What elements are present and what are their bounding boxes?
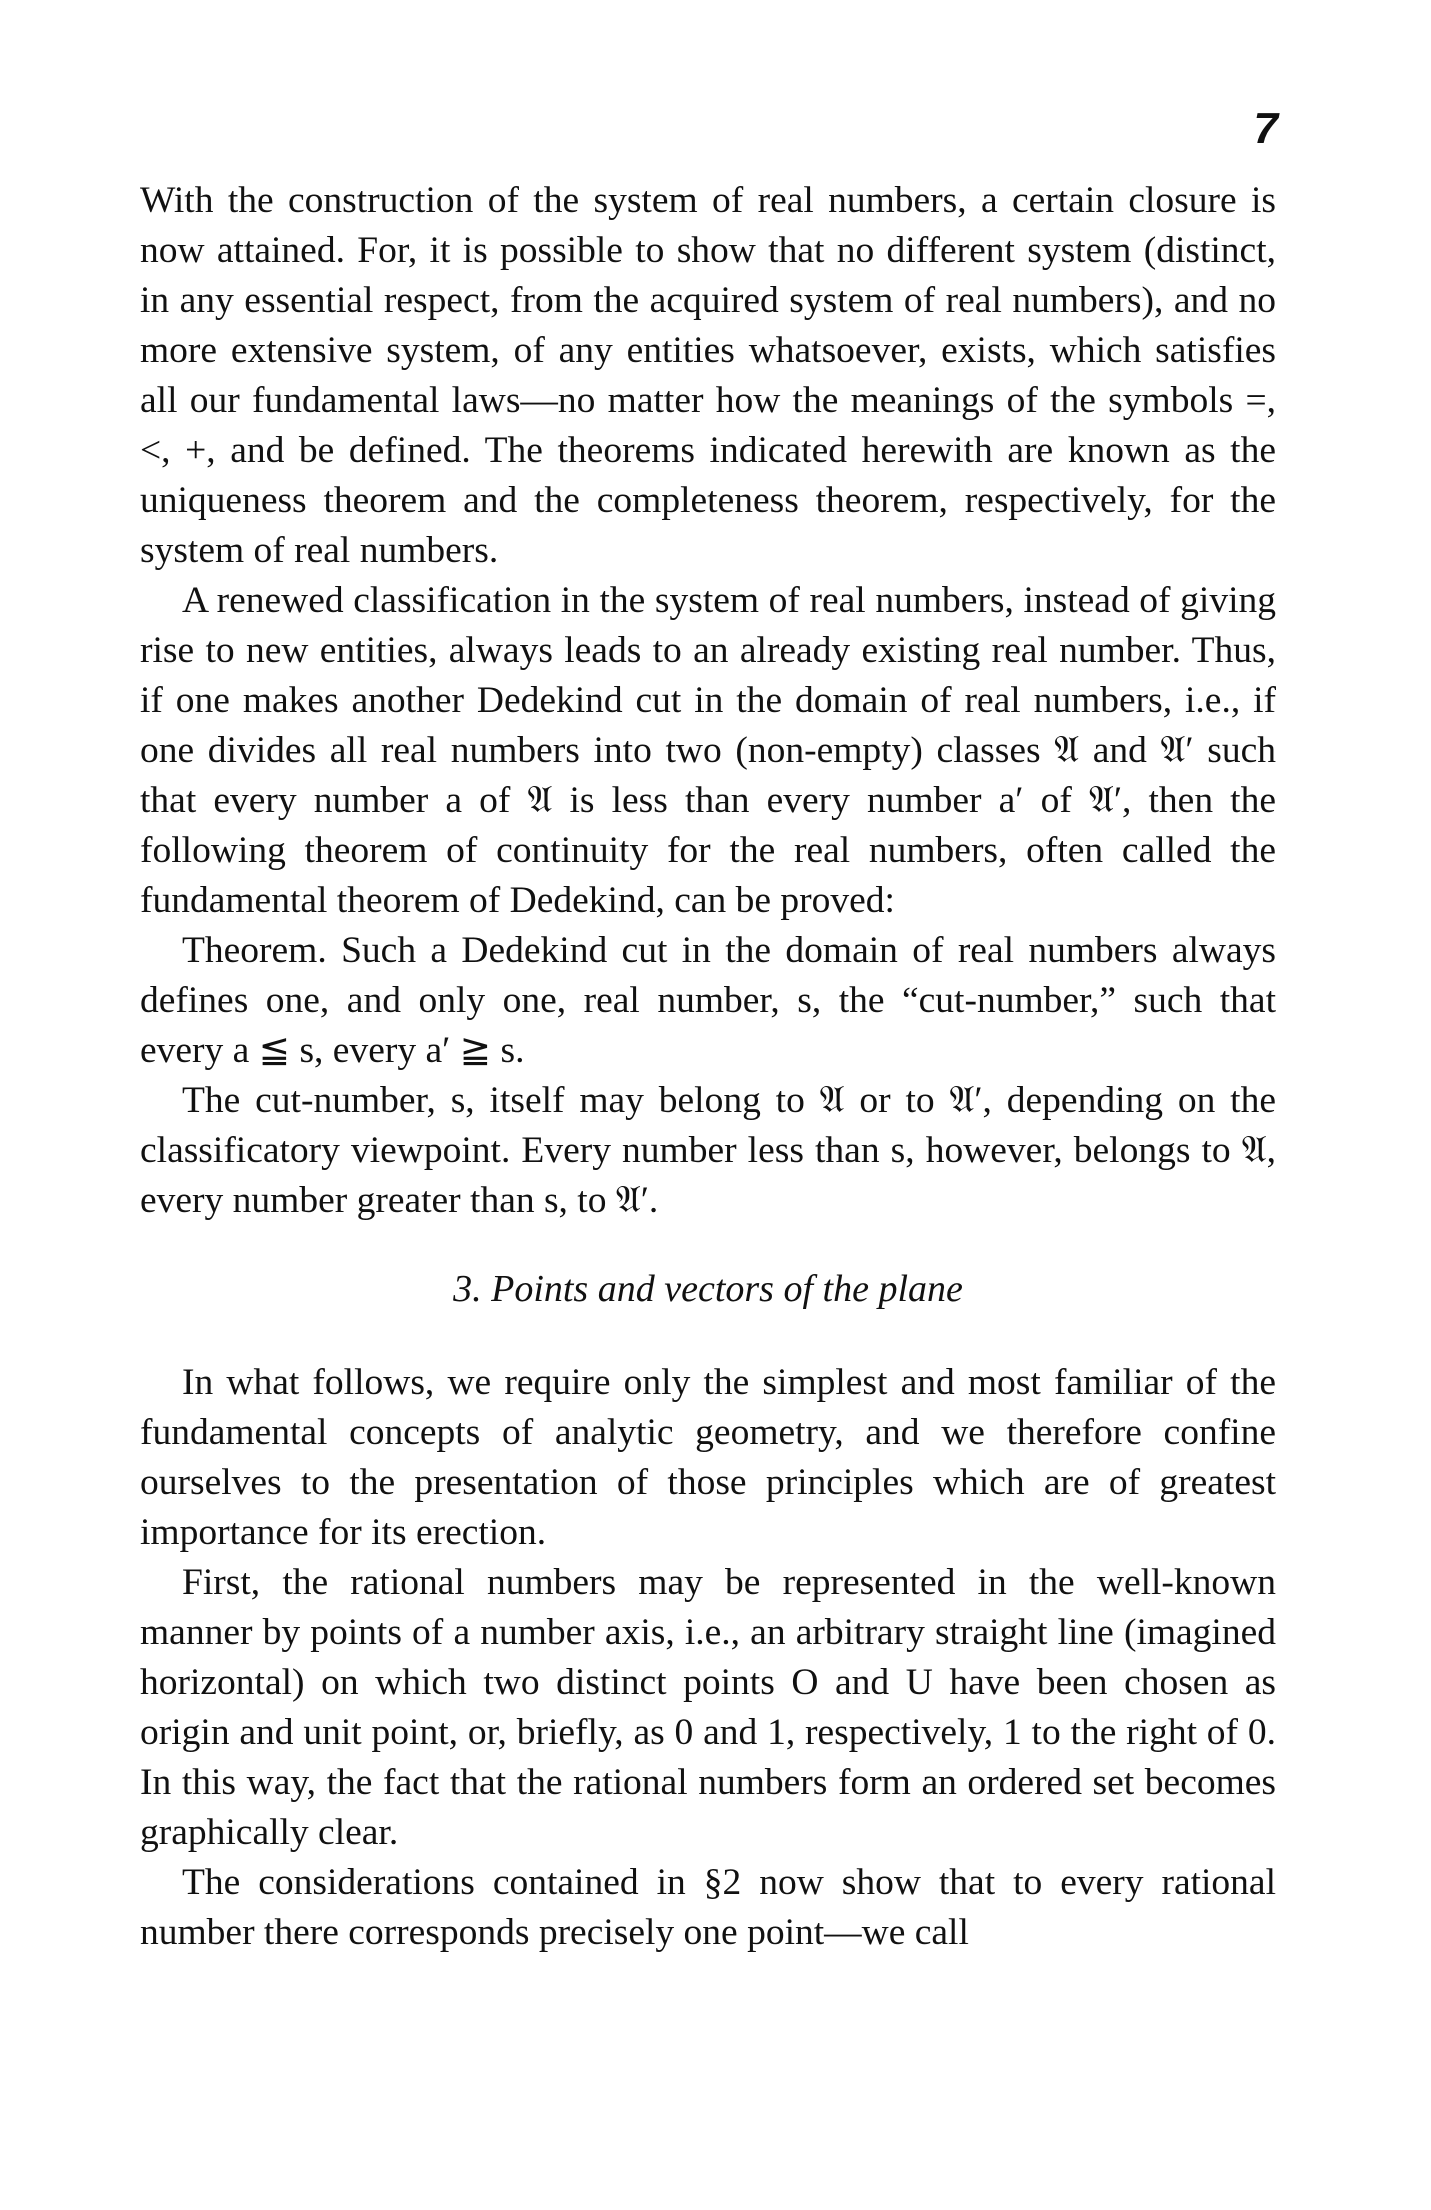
paragraph-correspondence: The considerations contained in §2 now show that to every rational number there corresponds precisely one point—we call [140, 1862, 1276, 1953]
paragraph-closure: With the construction of the system of real numbers, a certain closure is now attained. For, it is possible to show that no different system (distinct, in any essential respect, from the acquired system of real numbers), and no more extensive system, of any entities whatsoever, exists, which satisfies all our fundamental laws—no matter how the meanings of the symbols =, <, +, and be defined. The theorems indicated herewith are known as the uniqueness theorem and the completeness theorem, respectively, for the system of real numbers. [140, 180, 1276, 571]
theorem-statement: Theorem. Such a Dedekind cut in the domain of real numbers always defines one, and only one, real number, s, the “cut-number,” such that every a ≦ s, every a′ ≧ s. [140, 930, 1276, 1071]
paragraph-analytic-geometry: In what follows, we require only the simplest and most familiar of the fundamental concepts of analytic geometry, and we therefore confine ourselves to the presentation of those principles which are of greatest importance for its erection. [140, 1362, 1276, 1553]
section-heading: 3. Points and vectors of the plane [453, 1268, 963, 1310]
theorem-remark: The cut-number, s, itself may belong to 𝔄 or to 𝔄′, depending on the classificatory viewpoint. Every number less than s, however, belongs to 𝔄, every number greater than s, to 𝔄′. [140, 1080, 1276, 1221]
page-content [140, 176, 1276, 1958]
page-number: 7 [1253, 104, 1278, 153]
paragraph-number-axis: First, the rational numbers may be represented in the well-known manner by points of a number axis, i.e., an arbitrary straight line (imagined horizontal) on which two distinct points O and U have been chosen as origin and unit point, or, briefly, as 0 and 1, respectively, 1 to the right of 0. In this way, the fact that the rational numbers form an ordered set becomes graphically clear. [140, 1562, 1276, 1853]
paragraph-dedekind-cut: A renewed classification in the system of real numbers, instead of giving rise to new entities, always leads to an already existing real number. Thus, if one makes another Dedekind cut in the domain of real numbers, i.e., if one divides all real numbers into two (non-empty) classes 𝔄 and 𝔄′ such that every number a of 𝔄 is less than every number a′ of 𝔄′, then the following theorem of continuity for the real numbers, often called the fundamental theorem of Dedekind, can be proved: [140, 580, 1276, 921]
